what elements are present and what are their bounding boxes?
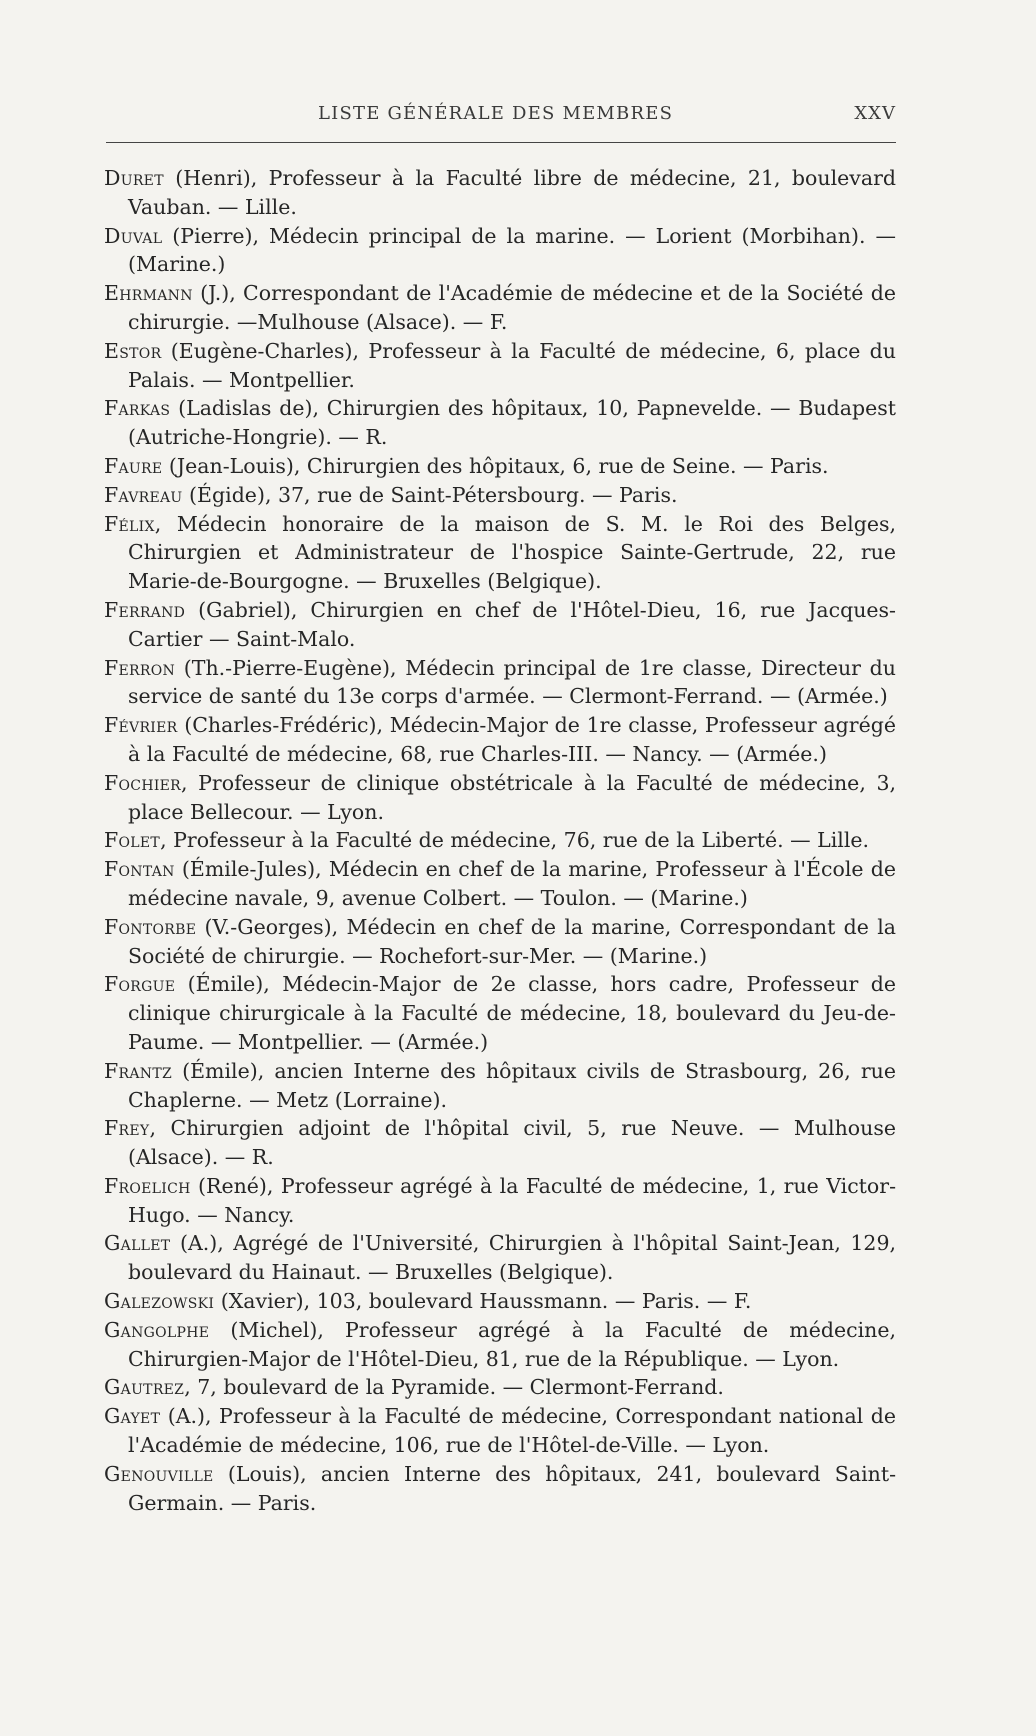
member-details: , Professeur à la Faculté de médecine, 76, rue de la Liberté. — Lille.: [160, 828, 870, 853]
member-details: (Jean-Louis), Chirurgien des hôpitaux, 6, rue de Seine. — Paris.: [162, 453, 829, 478]
member-details: (Émile-Jules), Médecin en chef de la marine, Professeur à l'École de médecine navale, 9, avenue Colbert. — Toulon. — (Marine.): [128, 857, 896, 910]
member-details: , Médecin honoraire de la maison de S. M. le Roi des Belges, Chirurgien et Administrateur de l'hospice Sainte-Gertrude, 22, rue Marie-de-Bourgogne. — Bruxelles (Belgique).: [128, 511, 896, 594]
member-entry: [104, 481, 896, 510]
member-details: (Xavier), 103, boulevard Haussmann. — Paris. — F.: [214, 1289, 752, 1314]
member-details: (Louis), ancien Interne des hôpitaux, 241, boulevard Saint-Germain. — Paris.: [128, 1461, 896, 1515]
member-name: Ferrand: [104, 597, 186, 622]
member-entry: [104, 826, 896, 855]
member-name: Gallet: [104, 1231, 171, 1256]
member-name: Gautrez: [104, 1375, 185, 1400]
member-entry: [104, 913, 896, 971]
member-entry: [104, 279, 896, 337]
member-details: (Pierre), Médecin principal de la marine. — Lorient (Morbihan). — (Marine.): [128, 223, 896, 277]
member-name: Frey: [104, 1116, 150, 1141]
member-name: Duret: [104, 166, 164, 190]
member-details: (Émile), Médecin-Major de 2e classe, hors cadre, Professeur de clinique chirurgicale à la Faculté de médecine, 18, boulevard du Jeu-de-Paume. — Montpellier. — (Armée.): [128, 972, 896, 1054]
member-name: Favreau: [104, 482, 183, 507]
member-entry: [104, 394, 896, 452]
member-entry: [104, 1460, 896, 1518]
member-name: Fochier: [104, 770, 182, 795]
member-entry: [104, 769, 896, 827]
member-entry: [104, 1057, 896, 1115]
member-details: (Émile), ancien Interne des hôpitaux civils de Strasbourg, 26, rue Chaplerne. — Metz (Lorraine).: [128, 1058, 896, 1112]
member-entry: [104, 1229, 896, 1287]
member-details: (Égide), 37, rue de Saint-Pétersbourg. — Paris.: [182, 482, 678, 507]
member-details: , Chirurgien adjoint de l'hôpital civil, 5, rue Neuve. — Mulhouse (Alsace). — R.: [128, 1116, 896, 1170]
member-details: (René), Professeur agrégé à la Faculté de médecine, 1, rue Victor-Hugo. — Nancy.: [128, 1173, 896, 1227]
member-entry: [104, 337, 896, 395]
member-entry: [104, 452, 896, 481]
member-name: Farkas: [104, 396, 171, 421]
member-name: Estor: [104, 338, 162, 363]
member-name: Genouville: [104, 1461, 214, 1486]
member-entry: [104, 654, 896, 712]
member-details: (A.), Agrégé de l'Université, Chirurgien à l'hôpital Saint-Jean, 129, boulevard du Hainaut. — Bruxelles (Belgique).: [128, 1231, 896, 1285]
member-name: Duval: [104, 223, 163, 248]
member-entry: [104, 1402, 896, 1460]
member-details: (Ladislas de), Chirurgien des hôpitaux, 10, Papnevelde. — Budapest (Autriche-Hongrie). — R.: [128, 396, 896, 450]
member-details: (Th.-Pierre-Eugène), Médecin principal de 1re classe, Directeur du service de santé du 13e corps d'armée. — Clermont-Ferrand. — (Armée.): [128, 655, 896, 709]
member-list: [104, 164, 896, 1517]
member-name: Février: [104, 713, 178, 738]
member-name: Faure: [104, 453, 163, 478]
member-details: (A.), Professeur à la Faculté de médecine, Correspondant national de l'Académie de médecine, 106, rue de l'Hôtel-de-Ville. — Lyon.: [128, 1404, 896, 1458]
member-details: (Gabriel), Chirurgien en chef de l'Hôtel-Dieu, 16, rue Jacques-Cartier — Saint-Malo.: [128, 597, 896, 651]
member-name: Félix: [104, 511, 155, 536]
running-title: LISTE GÉNÉRALE DES MEMBRES: [318, 103, 674, 124]
page-header: [106, 103, 896, 133]
member-details: , 7, boulevard de la Pyramide. — Clermont-Ferrand.: [184, 1375, 724, 1400]
member-name: Frantz: [104, 1058, 172, 1083]
member-details: (V.-Georges), Médecin en chef de la marine, Correspondant de la Société de chirurgie. — Rochefort-sur-Mer. — (Marine.): [128, 914, 896, 968]
member-details: (Michel), Professeur agrégé à la Faculté de médecine, Chirurgien-Major de l'Hôtel-Dieu, 81, rue de la République. — Lyon.: [128, 1317, 896, 1371]
member-entry: [104, 1373, 896, 1402]
member-details: (Eugène-Charles), Professeur à la Faculté de médecine, 6, place du Palais. — Montpellier.: [128, 338, 896, 392]
member-name: Gayet: [104, 1404, 161, 1429]
member-name: Ferron: [104, 655, 176, 680]
member-entry: [104, 164, 896, 222]
member-entry: [104, 1287, 896, 1316]
member-entry: [104, 1172, 896, 1230]
member-name: Forgue: [104, 972, 176, 997]
header-rule: [106, 142, 896, 143]
member-name: Galezowski: [104, 1289, 215, 1314]
member-entry: [104, 1114, 896, 1172]
member-details: , Professeur de clinique obstétricale à la Faculté de médecine, 3, place Bellecour. — Lyon.: [128, 770, 896, 824]
member-name: Ehrmann: [104, 281, 193, 306]
member-entry: [104, 855, 896, 913]
member-details: (J.), Correspondant de l'Académie de médecine et de la Société de chirurgie. —Mulhouse (Alsace). — F.: [128, 281, 896, 334]
member-name: Fontorbe: [104, 914, 197, 939]
member-name: Froelich: [104, 1173, 191, 1198]
member-entry: [104, 222, 896, 280]
page-number: XXV: [854, 103, 896, 124]
member-entry: [104, 1316, 896, 1374]
member-name: Folet: [104, 828, 161, 853]
member-entry: [104, 970, 896, 1056]
member-entry: [104, 711, 896, 769]
member-details: (Charles-Frédéric), Médecin-Major de 1re classe, Professeur agrégé à la Faculté de médecine, 68, rue Charles-III. — Nancy. — (Armée.): [128, 713, 896, 766]
member-name: Fontan: [104, 857, 175, 882]
member-entry: [104, 596, 896, 654]
member-entry: [104, 510, 896, 596]
member-details: (Henri), Professeur à la Faculté libre de médecine, 21, boulevard Vauban. — Lille.: [128, 166, 896, 219]
member-name: Gangolphe: [104, 1317, 210, 1342]
